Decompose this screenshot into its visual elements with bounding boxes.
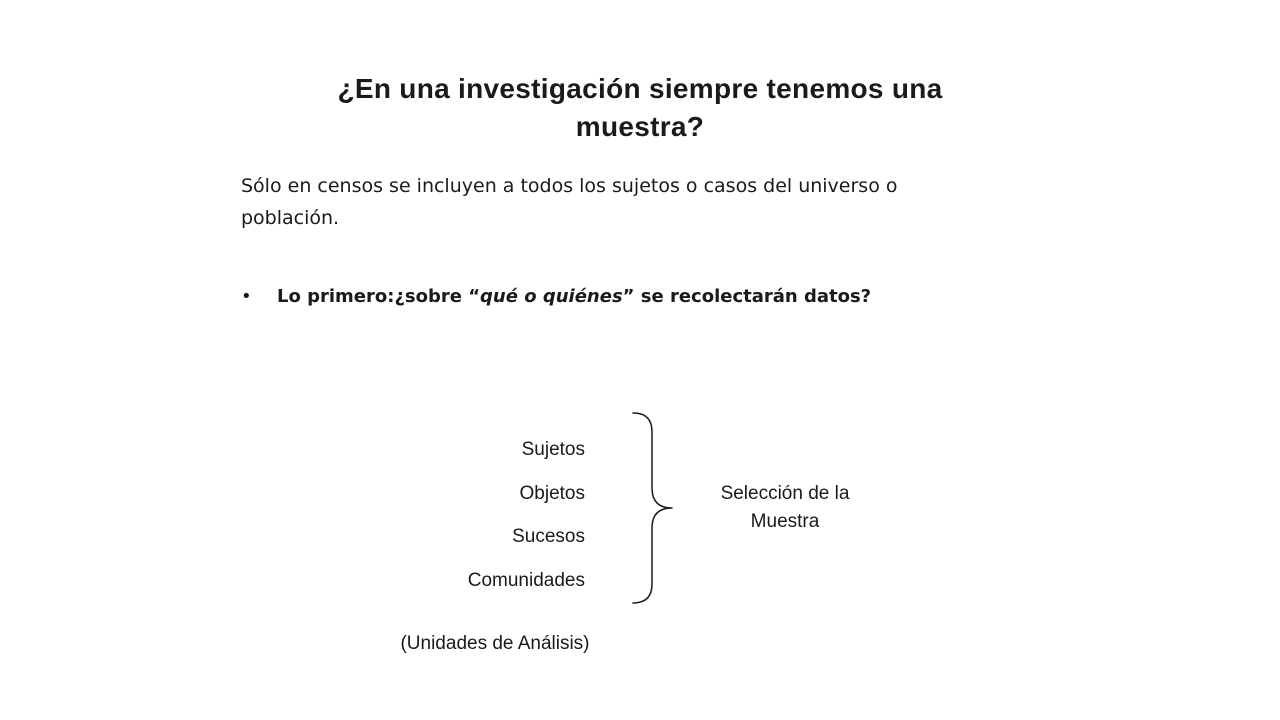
bullet-emphasis: qué o quiénes — [480, 286, 623, 307]
unit-item-sujetos: Sujetos — [521, 439, 585, 460]
selection-line-2: Muestra — [750, 511, 820, 532]
unit-item-comunidades: Comunidades — [467, 569, 585, 591]
intro-paragraph: Sólo en censos se incluyen a todos los sujetos o casos del universo o población. — [241, 175, 898, 229]
selection-line-1: Selección de la — [720, 483, 850, 504]
selection-label — [690, 480, 880, 536]
unit-item-objetos: Objetos — [519, 482, 585, 504]
units-list — [400, 428, 585, 602]
units-caption: (Unidades de Análisis) — [400, 633, 590, 654]
bullet-text — [277, 281, 871, 313]
bullet-marker: • — [241, 286, 252, 307]
bullet-suffix: ” se recolectarán datos? — [622, 286, 872, 307]
curly-brace — [630, 410, 680, 606]
bullet-item — [241, 281, 1041, 313]
unit-item-sucesos: Sucesos — [512, 526, 585, 547]
slide-title: ¿En una investigación siempre tenemos una muestra? — [337, 73, 943, 142]
bullet-prefix: Lo primero:¿sobre “ — [277, 286, 481, 307]
